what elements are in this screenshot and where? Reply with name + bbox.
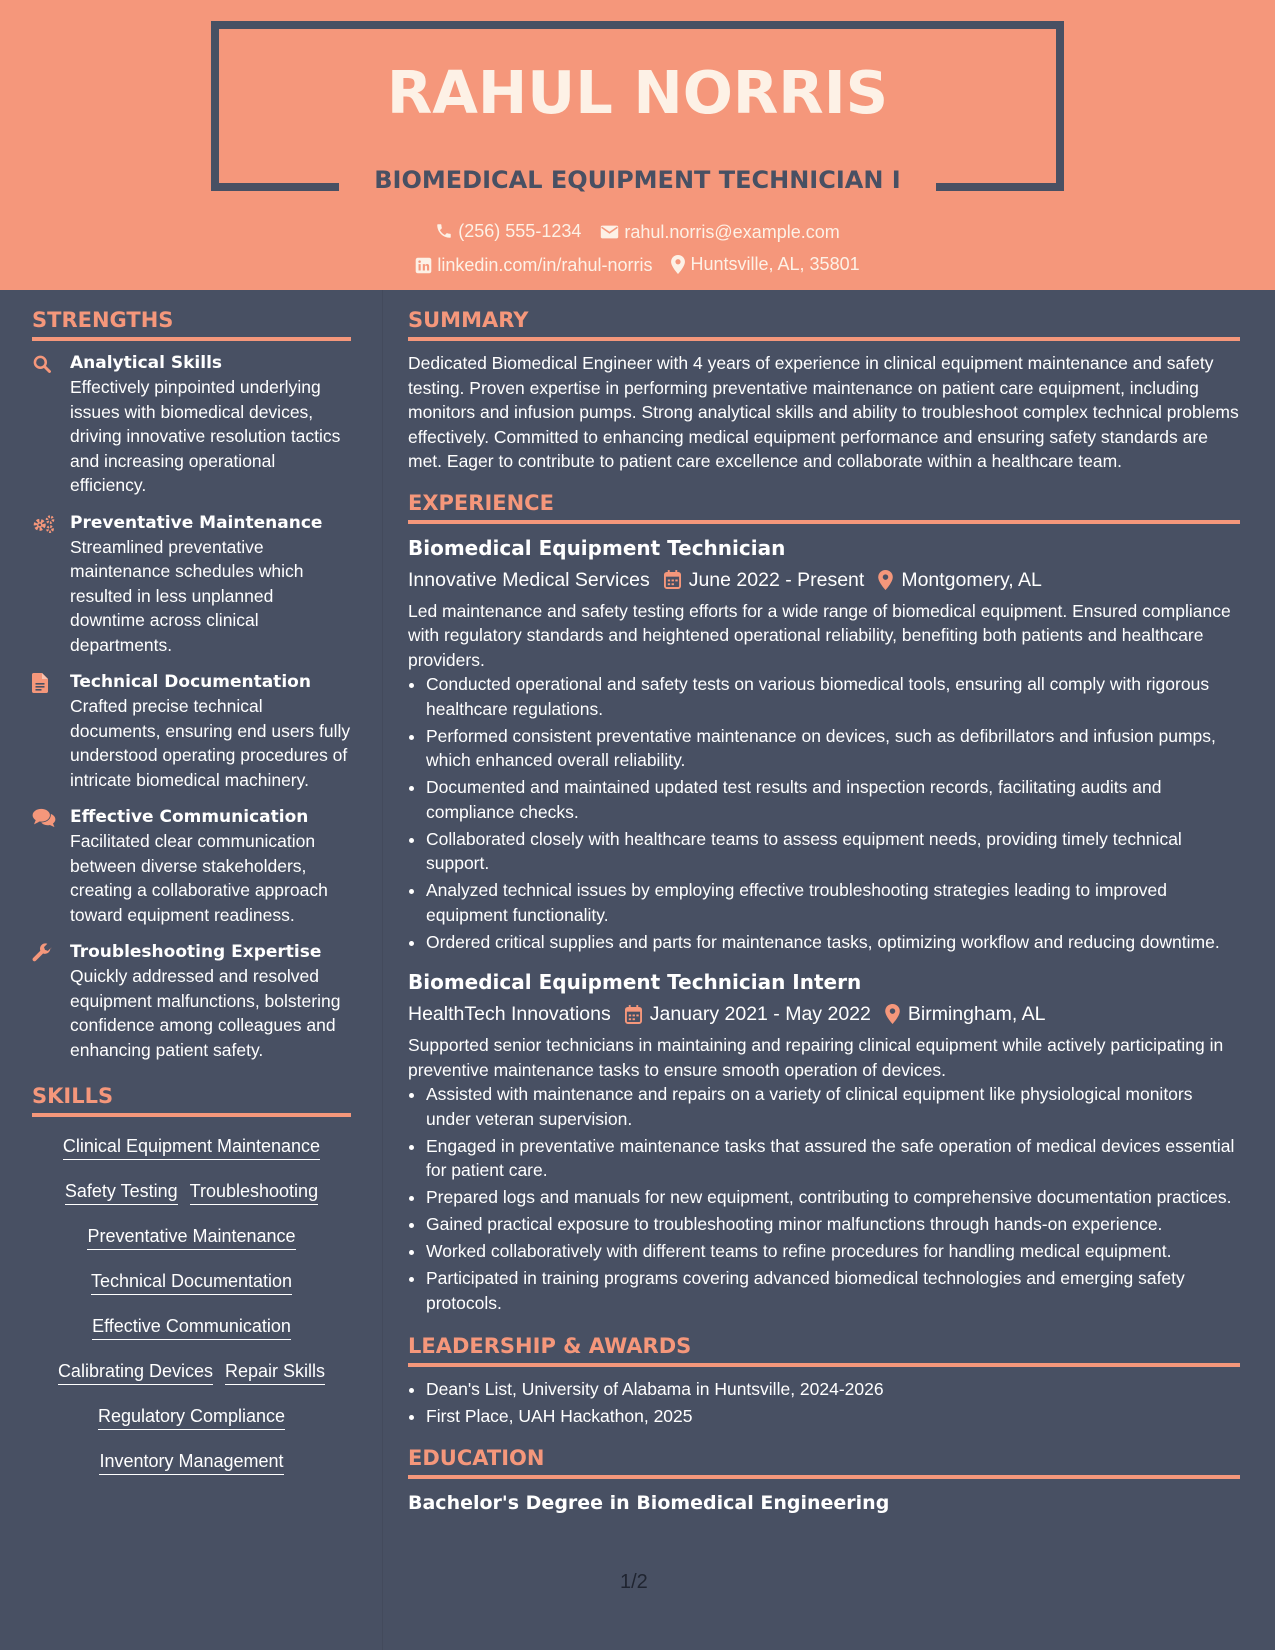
job-dates: June 2022 - Present: [688, 568, 865, 591]
email-text: rahul.norris@example.com: [624, 222, 840, 242]
job-bullet: • Worked collaboratively with different teams to refine procedures for handling medical equipment.: [426, 1239, 1240, 1264]
candidate-title: BIOMEDICAL EQUIPMENT TECHNICIAN I: [374, 166, 901, 194]
gears-icon: [32, 514, 56, 534]
skill-tag: Clinical Equipment Maintenance: [63, 1133, 320, 1160]
strength-title: Technical Documentation: [70, 672, 311, 692]
page-indicator: 1/2: [620, 1571, 648, 1593]
job-bullet: • Prepared logs and manuals for new equipment, contributing to comprehensive documentation practices.: [426, 1185, 1240, 1210]
column-divider: [382, 290, 383, 1650]
comments-icon: [32, 808, 56, 828]
job-bullets: [408, 1082, 1240, 1315]
strength-title: Troubleshooting Expertise: [70, 942, 322, 962]
award-item: • Dean's List, University of Alabama in Huntsville, 2024-2026: [426, 1377, 1240, 1402]
calendar-icon: [664, 570, 681, 589]
location-contact: [671, 253, 859, 275]
strength-item: [32, 511, 351, 658]
job-bullet: • Collaborated closely with healthcare teams to assess equipment needs, providing timely technical support.: [426, 827, 1240, 876]
strength-description: Quickly addressed and resolved equipment malfunctions, bolstering confidence among colleagues and enhancing patient safety.: [70, 966, 341, 1060]
map-marker-icon: [878, 570, 893, 590]
location-text: Huntsville, AL, 35801: [690, 254, 860, 274]
job-bullet: • Assisted with maintenance and repairs on a variety of clinical equipment like physiological monitors under veteran supervision.: [426, 1082, 1240, 1131]
skill-tag: Troubleshooting: [190, 1178, 318, 1205]
document-icon: [32, 673, 48, 693]
phone-icon: [435, 222, 453, 240]
strength-title: Effective Communication: [70, 807, 309, 827]
job-meta: [408, 566, 1240, 594]
strength-description: Effectively pinpointed underlying issues with biomedical devices, driving innovative resolution tactics and increasing operational efficiency.: [70, 377, 341, 495]
skill-tag: Calibrating Devices: [58, 1358, 213, 1385]
strength-title: Preventative Maintenance: [70, 512, 323, 533]
company-name: Innovative Medical Services: [408, 568, 650, 591]
skill-tag: Preventative Maintenance: [87, 1223, 295, 1250]
contact-row-1: [0, 220, 1275, 245]
strength-item: [32, 670, 351, 792]
left-column: [32, 303, 351, 1493]
skills-list: [32, 1127, 351, 1493]
linkedin-text: linkedin.com/in/rahul-norris: [437, 255, 653, 275]
summary-heading: SUMMARY: [408, 303, 1240, 341]
experience-heading: EXPERIENCE: [408, 486, 1240, 524]
header-frame-left-foot: [211, 183, 339, 191]
map-marker-icon: [885, 1004, 900, 1024]
job-bullet: • Documented and maintained updated test results and inspection records, facilitating audits and compliance checks.: [426, 775, 1240, 824]
skill-tag: Effective Communication: [92, 1313, 291, 1340]
job-bullet: • Analyzed technical issues by employing effective troubleshooting strategies leading to improved equipment functionality.: [426, 878, 1240, 927]
job-description: Led maintenance and safety testing efforts for a wide range of biomedical equipment. Ensured compliance with regulatory standards and heightened operational reliability, benefiting both patients and healthcare providers.: [408, 600, 1231, 670]
right-column: [408, 303, 1240, 1517]
awards-heading: LEADERSHIP & AWARDS: [408, 1329, 1240, 1367]
degree-title: Bachelor's Degree in Biomedical Engineering: [408, 1491, 890, 1514]
job-meta: [408, 1000, 1240, 1028]
education-heading: EDUCATION: [408, 1441, 1240, 1479]
strengths-heading: STRENGTHS: [32, 303, 351, 341]
job-title: Biomedical Equipment Technician: [408, 535, 786, 560]
strength-description: Streamlined preventative maintenance schedules which resulted in less unplanned downtime across clinical departments.: [70, 536, 304, 655]
envelope-icon: [600, 224, 619, 240]
experience-entry: [408, 968, 1240, 1315]
job-description: Supported senior technicians in maintaining and repairing clinical equipment while actively participating in preventive maintenance tasks to ensure smooth operation of devices.: [408, 1035, 1224, 1080]
strength-item: [32, 805, 351, 927]
skill-tag: Regulatory Compliance: [98, 1403, 285, 1430]
job-bullets: [408, 672, 1240, 954]
header-frame-right-foot: [936, 183, 1064, 191]
job-location: Montgomery, AL: [901, 568, 1042, 591]
job-dates: January 2021 - May 2022: [649, 1003, 871, 1025]
strength-description: Facilitated clear communication between diverse stakeholders, creating a collaborative approach toward equipment readiness.: [70, 831, 328, 925]
skill-tag: Safety Testing: [65, 1178, 178, 1205]
email-contact[interactable]: [600, 221, 839, 243]
strength-title: Analytical Skills: [70, 353, 223, 373]
job-bullet: • Performed consistent preventative maintenance on devices, such as defibrillators and infusion pumps, which enhanced overall reliability.: [426, 724, 1240, 773]
job-location: Birmingham, AL: [907, 1003, 1046, 1025]
strength-item: [32, 940, 351, 1062]
resume-header: [0, 0, 1275, 290]
job-bullet: • Ordered critical supplies and parts for maintenance tasks, optimizing workflow and reducing downtime.: [426, 930, 1240, 955]
wrench-icon: [32, 943, 52, 963]
skill-tag: Technical Documentation: [91, 1268, 292, 1295]
job-bullet: • Participated in training programs covering advanced biomedical technologies and emerging safety protocols.: [426, 1266, 1240, 1315]
skills-heading: SKILLS: [32, 1079, 351, 1117]
skill-tag: Inventory Management: [99, 1448, 283, 1475]
job-bullet: • Engaged in preventative maintenance tasks that assured the safe operation of medical devices essential for patient care.: [426, 1134, 1240, 1183]
job-bullet: • Gained practical exposure to troubleshooting minor malfunctions through hands-on experience.: [426, 1212, 1240, 1237]
calendar-icon: [625, 1005, 642, 1024]
phone-text: (256) 555-1234: [458, 221, 582, 241]
candidate-name: RAHUL NORRIS: [386, 58, 889, 127]
experience-entry: [408, 534, 1240, 955]
company-name: HealthTech Innovations: [408, 1003, 611, 1025]
job-bullet: • Conducted operational and safety tests on various biomedical tools, ensuring all comply with rigorous healthcare regulations.: [426, 672, 1240, 721]
phone-contact[interactable]: [435, 220, 581, 242]
job-title: Biomedical Equipment Technician Intern: [408, 970, 862, 994]
contact-row-2: [0, 253, 1275, 279]
skill-tag: Repair Skills: [225, 1358, 325, 1385]
map-marker-icon: [671, 255, 685, 274]
search-icon: [32, 354, 52, 374]
strength-description: Crafted precise technical documents, ensuring end users fully understood operating procedures of intricate biomedical machinery.: [70, 696, 351, 790]
summary-text: Dedicated Biomedical Engineer with 4 years of experience in clinical equipment maintenance and safety testing. Proven expertise in performing preventative maintenance on patient care equipment, including monitors and infusion pumps. Strong analytical skills and ability to troubleshoot complex technical problems effectively. Committed to enhancing medical equipment performance and ensuring safety standards are met. Eager to contribute to patient care excellence and collaborate within a healthcare team.: [408, 353, 1239, 471]
linkedin-contact[interactable]: [415, 254, 652, 276]
strength-item: [32, 351, 351, 498]
awards-list: [408, 1377, 1240, 1429]
linkedin-icon: [415, 257, 432, 274]
award-item: • First Place, UAH Hackathon, 2025: [426, 1404, 1240, 1429]
